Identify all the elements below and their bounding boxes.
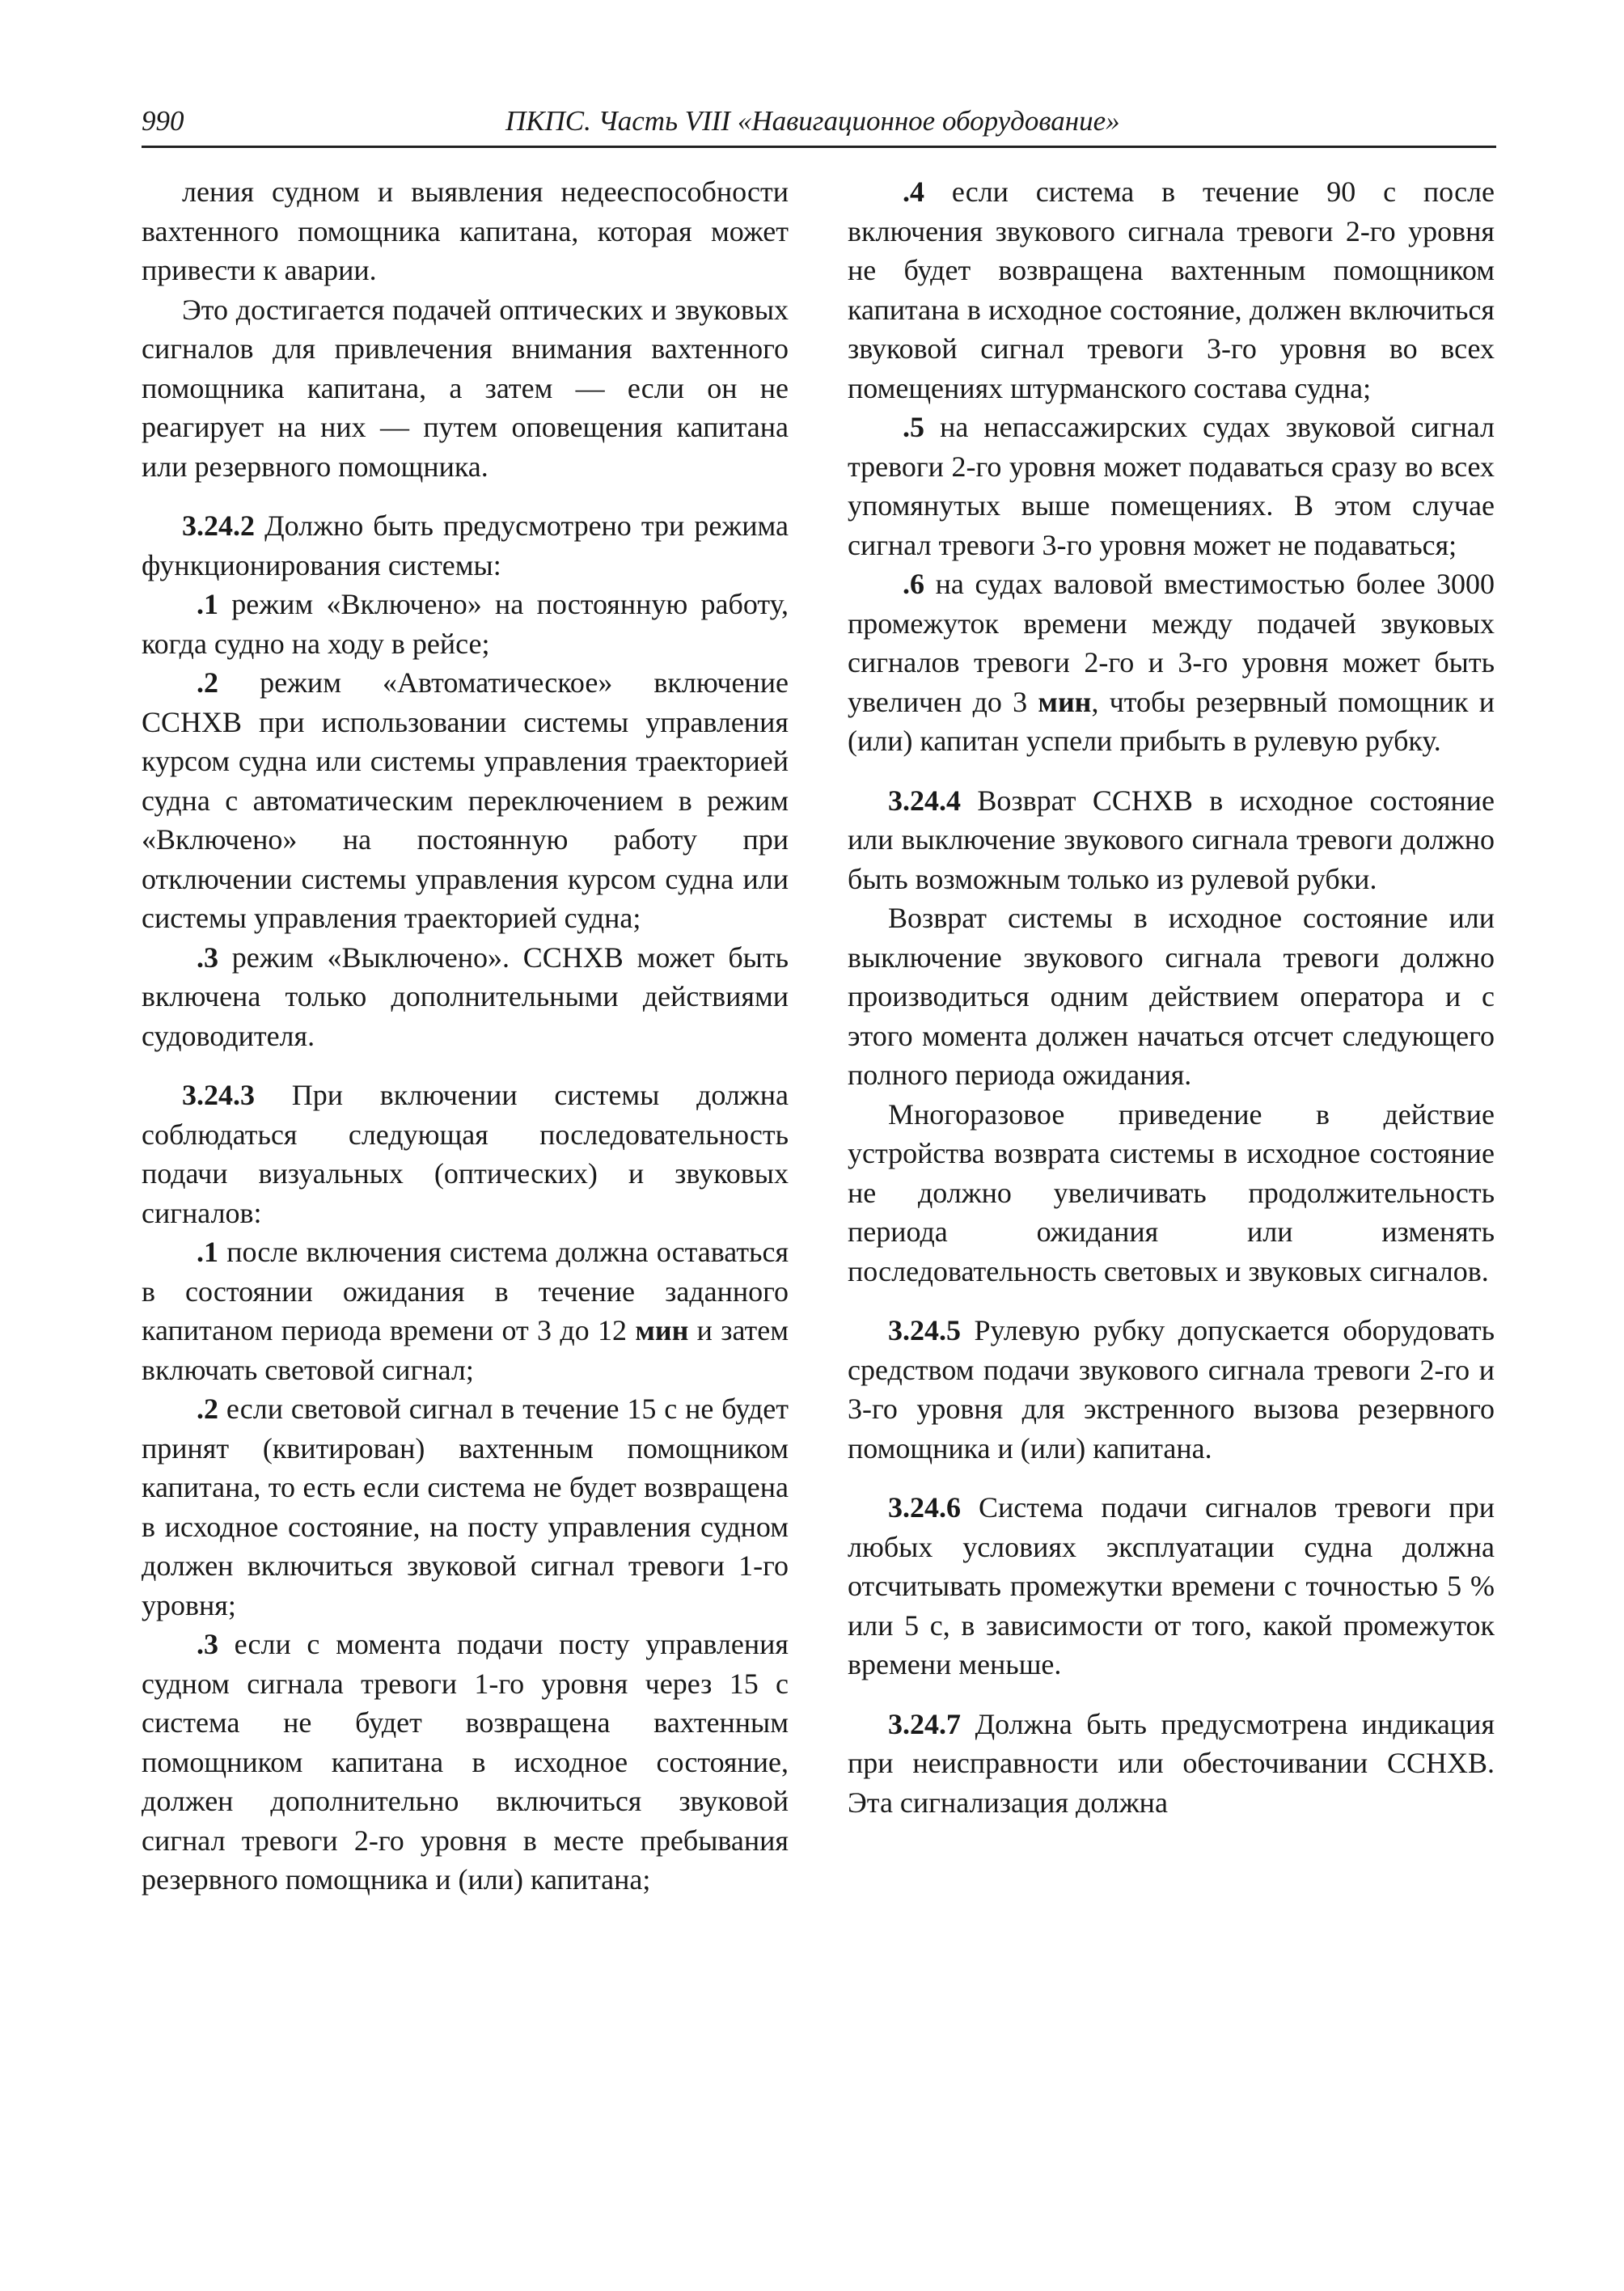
list-item: .1 режим «Включено» на постоянную работу, когда судно на ходу в рейсе; bbox=[142, 588, 789, 660]
section-number: 3.24.4 bbox=[888, 784, 961, 817]
paragraph: Многоразовое приведение в действие устройства возврата системы в исходное состояние не должно увеличивать продолжительность периода ожидания или изменять последовательность световых и звуковых сигналов. bbox=[848, 1097, 1495, 1287]
list-item: .4 если система в течение 90 с после включения звукового сигнала тревоги 2-го уровня не будет возвращена вахтенным помощником капитана в исходное состояние, должен включиться звуковой сигнал тревоги 3-го уровня во всех помещениях штурманского состава судна; bbox=[848, 175, 1495, 404]
item-number: .1 bbox=[197, 1236, 218, 1268]
list-item: .3 режим «Выключено». ССНХВ может быть включена только дополнительными действиями судоводителя. bbox=[142, 940, 789, 1052]
item-number: .2 bbox=[197, 666, 218, 699]
item-number: .2 bbox=[197, 1393, 218, 1425]
page-header bbox=[142, 105, 1496, 148]
section-3-24-2: 3.24.2 Должно быть предусмотрено три режима функционирования системы: bbox=[142, 509, 789, 581]
section-number: 3.24.6 bbox=[888, 1491, 961, 1524]
list-item: .2 если световой сигнал в течение 15 с не будет принят (квитирован) вахтенным помощником капитана, то есть если система не будет возвращена в исходное состояние, на посту управления судном должен включиться звуковой сигнал тревоги 1-го уровня; bbox=[142, 1393, 789, 1621]
unit-label: мин bbox=[1038, 685, 1092, 718]
list-item: .1 после включения система должна оставаться в состоянии ожидания в течение заданного капитаном периода времени от 3 до 12 мин и затем включать световой сигнал; bbox=[142, 1236, 789, 1386]
list-item: .3 если с момента подачи посту управления судном сигнала тревоги 1-го уровня через 15 с система не будет возвращена вахтенным помощником капитана в исходное состояние, должен дополнительно включиться звуковой сигнал тревоги 2-го уровня в месте пребывания резервного помощника и (или) капитана; bbox=[142, 1628, 789, 1896]
item-number: .4 bbox=[903, 175, 924, 208]
paragraph: Возврат системы в исходное состояние или выключение звукового сигнала тревоги должно производиться одним действием оператора и с этого момента должен начаться отсчет следующего полного периода ожидания. bbox=[848, 902, 1495, 1091]
unit-label: мин bbox=[635, 1314, 689, 1346]
item-number: .3 bbox=[197, 940, 218, 974]
section-number: 3.24.3 bbox=[182, 1079, 255, 1111]
paragraph: ления судном и выявления недееспособности вахтенного помощника капитана, которая может привести к аварии. bbox=[142, 175, 789, 286]
section-3-24-3: 3.24.3 При включении системы должна соблюдаться следующая последовательность подачи визуальных (оптических) и звуковых сигналов: bbox=[142, 1079, 789, 1229]
section-number: 3.24.2 bbox=[182, 509, 255, 542]
list-item: .5 на непассажирских судах звуковой сигнал тревоги 2-го уровня может подаваться сразу во всех упомянутых выше помещениях. В этом случае сигнал тревоги 3-го уровня может не подаваться; bbox=[848, 411, 1495, 561]
section-number: 3.24.7 bbox=[888, 1707, 961, 1740]
list-item: .2 режим «Автоматическое» включение ССНХВ при использовании системы управления курсом судна или системы управления траекторией судна с автоматическим переключением в режим «Включено» на постоянную работу при отключении системы управления курсом судна или системы управления траекторией судна; bbox=[142, 666, 789, 934]
item-number: .6 bbox=[903, 568, 924, 600]
section-3-24-7: 3.24.7 Должна быть предусмотрена индикация при неисправности или обесточивании ССНХВ. Эта сигнализация должна bbox=[848, 1707, 1495, 1819]
section-number: 3.24.5 bbox=[888, 1314, 961, 1346]
section-3-24-5: 3.24.5 Рулевую рубку допускается оборудовать средством подачи звукового сигнала тревоги 2-го и 3-го уровня для экстренного вызова резервного помощника и (или) капитана. bbox=[848, 1314, 1495, 1465]
item-number: .5 bbox=[903, 411, 924, 443]
page-number: 990 bbox=[142, 105, 184, 137]
section-3-24-6: 3.24.6 Система подачи сигналов тревоги при любых условиях эксплуатации судна должна отсчитывать промежутки времени с точностью 5 % или 5 с, в зависимости от того, какой промежуток времени меньше. bbox=[848, 1491, 1495, 1680]
paragraph: Это достигается подачей оптических и звуковых сигналов для привлечения внимания вахтенного помощника капитана, а затем — если он не реагирует на них — путем оповещения капитана или резервного помощника. bbox=[142, 293, 789, 483]
running-title: ПКПС. Часть VIII «Навигационное оборудование» bbox=[505, 105, 1120, 137]
list-item: .6 на судах валовой вместимостью более 3000 промежуток времени между подачей звуковых сигналов тревоги 2-го и 3-го уровня может быть увеличен до 3 мин, чтобы резервный помощник и (или) капитан успели прибыть в рулевую рубку. bbox=[848, 568, 1495, 757]
section-3-24-4: 3.24.4 Возврат ССНХВ в исходное состояние или выключение звукового сигнала тревоги должно быть возможным только из рулевой рубки. bbox=[848, 784, 1495, 895]
item-number: .3 bbox=[197, 1628, 218, 1660]
item-number: .1 bbox=[197, 588, 218, 620]
right-column bbox=[848, 172, 1495, 1822]
left-column bbox=[142, 172, 789, 1900]
